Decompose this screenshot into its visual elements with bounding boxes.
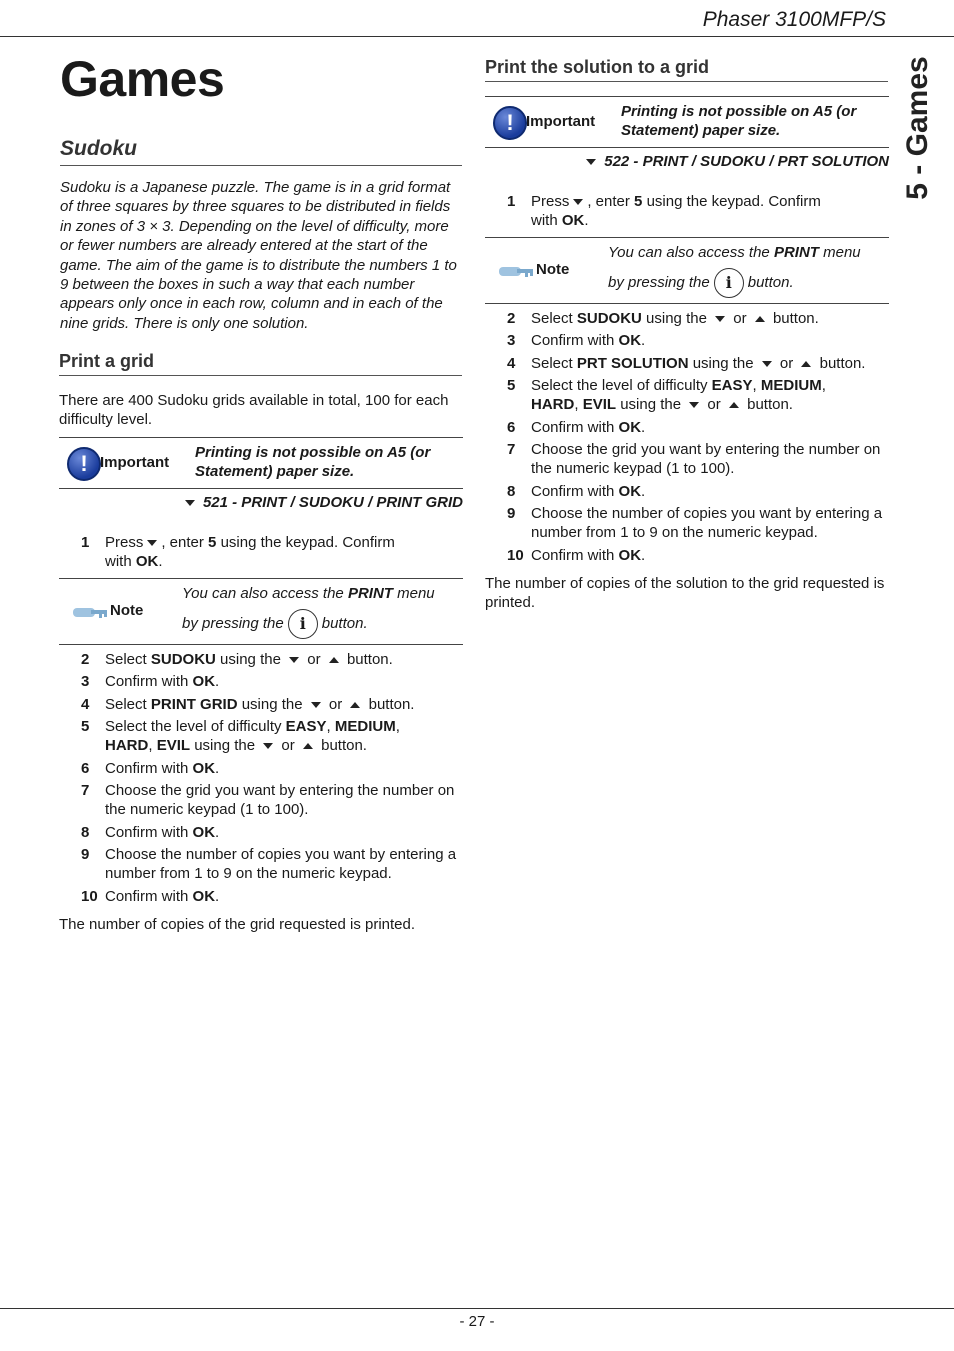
print-grid-heading: Print a grid [59, 351, 155, 371]
step-text: Choose the number of copies you want by entering a number from 1 to 9 on the numeric keypad. [105, 846, 457, 882]
step-item [507, 504, 889, 544]
print-grid-heading-rule [59, 375, 462, 376]
step-text: Confirm with OK. [531, 547, 646, 564]
step-number: 1 [81, 534, 90, 551]
step-text: Confirm with OK. [531, 483, 646, 500]
note-label: Note [536, 261, 570, 278]
step-item [507, 376, 889, 416]
print-solution-important-box [485, 96, 889, 148]
step-text: Select SUDOKU using the or button. [105, 651, 393, 668]
important-text: Printing is not possible on A5 (or Statement) paper size. [621, 103, 857, 139]
info-button-icon: i [714, 268, 744, 298]
note-text: You can also access the PRINT menu by pressing the i button. [608, 238, 888, 298]
arrow-down-icon [311, 702, 321, 708]
step-number: 4 [81, 696, 90, 713]
chapter-side-tab [888, 40, 948, 215]
step-number: 7 [507, 441, 516, 458]
page-title: Games [60, 51, 225, 107]
step-number: 6 [81, 760, 90, 777]
step-number: 3 [81, 673, 90, 690]
print-solution-step-1 [507, 192, 889, 232]
arrow-down-icon [573, 199, 583, 205]
sudoku-intro: Sudoku is a Japanese puzzle. The game is in a grid format of three squares by three squares to be distributed in fields in zones of 3 × 3. Depending on the level of difficulty, more or fewer numbers are already entered at the start of the game. The aim of the game is to distribute the numbers 1 to 9 between the boxes in such a way that each number appears only once in each row, column and in each of the nine grids. There is only one solution. [60, 179, 457, 332]
print-grid-outro: The number of copies of the grid requested is printed. [59, 916, 416, 933]
arrow-up-icon [303, 743, 313, 749]
sudoku-heading-rule [60, 165, 462, 166]
step-text: Confirm with OK. [531, 332, 646, 349]
arrow-down-icon [289, 657, 299, 663]
chapter-side-tab-label: 5 - Games [901, 55, 934, 200]
step-text: Select the level of difficulty EASY, MEDIUM, HARD, EVIL using the or button. [531, 377, 826, 413]
important-exclamation-icon: ! [493, 106, 527, 140]
important-text: Printing is not possible on A5 (or Statement) paper size. [195, 444, 431, 480]
step-number: 6 [507, 419, 516, 436]
note-text: You can also access the PRINT menu by pressing the i button. [182, 579, 462, 639]
print-solution-outro: The number of copies of the solution to the grid requested is printed. [485, 575, 885, 611]
step-text: Choose the number of copies you want by entering a number from 1 to 9 on the numeric keypad. [531, 505, 883, 541]
step-number: 1 [507, 193, 516, 210]
arrow-down-icon [263, 743, 273, 749]
step-number: 5 [81, 718, 90, 735]
footer-divider [0, 1308, 954, 1309]
step-text: Press , enter 5 using the keypad. Confirm with OK. [531, 193, 821, 229]
arrow-up-icon [755, 316, 765, 322]
step-number: 8 [81, 824, 90, 841]
menu-arrow-down-icon [586, 159, 596, 165]
important-exclamation-icon: ! [67, 447, 101, 481]
step-number: 10 [81, 888, 98, 905]
page-number: - 27 - [459, 1313, 495, 1330]
arrow-up-icon [729, 402, 739, 408]
note-key-icon [499, 262, 533, 280]
header-product-title: Phaser 3100MFP/S [702, 8, 886, 31]
arrow-down-icon [715, 316, 725, 322]
step-item [81, 845, 463, 885]
step-text: Choose the grid you want by entering the number on the numeric keypad (1 to 100). [105, 782, 455, 818]
step-text: Confirm with OK. [105, 888, 220, 905]
print-grid-step-1 [81, 533, 463, 573]
step-item [507, 440, 889, 480]
print-grid-intro: There are 400 Sudoku grids available in total, 100 for each difficulty level. [59, 392, 449, 428]
step-text: Select SUDOKU using the or button. [531, 310, 819, 327]
arrow-down-icon [762, 361, 772, 367]
step-text: Select PRT SOLUTION using the or button. [531, 355, 866, 372]
arrow-up-icon [329, 657, 339, 663]
step-text: Confirm with OK. [531, 419, 646, 436]
step-text: Confirm with OK. [105, 824, 220, 841]
step-number: 2 [81, 651, 90, 668]
menu-path-text: 521 - PRINT / SUDOKU / PRINT GRID [202, 494, 463, 511]
step-number: 8 [507, 483, 516, 500]
step-text: Choose the grid you want by entering the number on the numeric keypad (1 to 100). [531, 441, 881, 477]
header-divider [0, 36, 954, 37]
step-number: 2 [507, 310, 516, 327]
step-text: Confirm with OK. [105, 673, 220, 690]
print-solution-menu-path [485, 153, 889, 170]
menu-arrow-down-icon [185, 500, 195, 506]
step-number: 3 [507, 332, 516, 349]
arrow-down-icon [689, 402, 699, 408]
print-solution-note-box [485, 237, 889, 304]
note-key-icon [73, 603, 107, 621]
step-number: 4 [507, 355, 516, 372]
important-label: Important [526, 113, 596, 130]
step-number: 10 [507, 547, 524, 564]
step-number: 9 [507, 505, 516, 522]
print-solution-heading: Print the solution to a grid [485, 57, 709, 77]
print-grid-note-box [59, 578, 463, 645]
print-solution-heading-rule [485, 81, 888, 82]
print-grid-menu-path [59, 494, 463, 511]
step-number: 7 [81, 782, 90, 799]
menu-path-text: 522 - PRINT / SUDOKU / PRT SOLUTION [604, 153, 889, 170]
step-number: 5 [507, 377, 516, 394]
arrow-up-icon [350, 702, 360, 708]
step-number: 9 [81, 846, 90, 863]
step-item [81, 781, 463, 821]
step-text: Confirm with OK. [105, 760, 220, 777]
important-label: Important [100, 454, 170, 471]
step-text: Select PRINT GRID using the or button. [105, 696, 415, 713]
info-button-icon: i [288, 609, 318, 639]
step-text: Press , enter 5 using the keypad. Confirm with OK. [105, 534, 395, 570]
arrow-down-icon [147, 540, 157, 546]
step-text: Select the level of difficulty EASY, MEDIUM, HARD, EVIL using the or button. [105, 718, 400, 754]
sudoku-heading: Sudoku [60, 137, 137, 160]
arrow-up-icon [801, 361, 811, 367]
step-item [81, 717, 463, 757]
print-grid-important-box [59, 437, 463, 489]
note-label: Note [110, 602, 144, 619]
